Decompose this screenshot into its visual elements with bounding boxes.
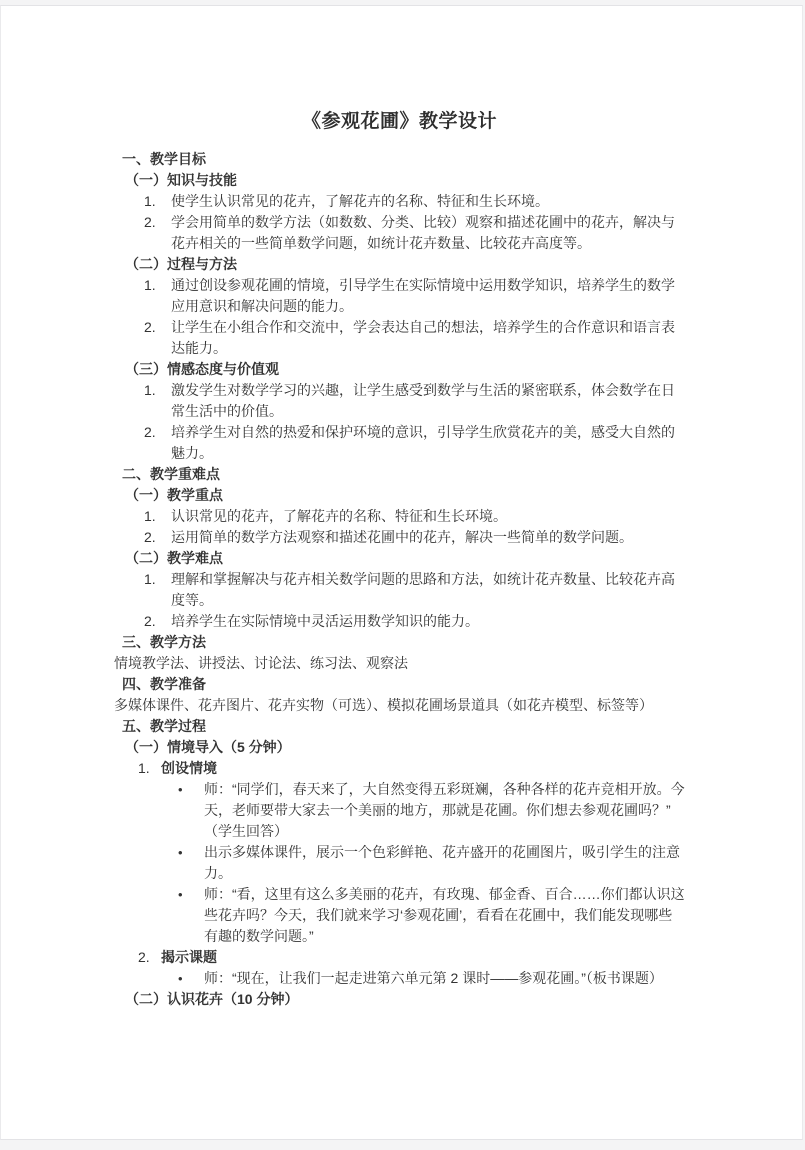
block-text: 师：“同学们，春天来了，大自然变得五彩斑斓，各种各样的花卉竞相开放。今天，老师要带大家去一个美丽的地方，那就是花圃。你们想去参观花圃吗？”（学生回答） [204, 781, 685, 839]
block-text: 理解和掌握解决与花卉相关数学问题的思路和方法，如统计花卉数量、比较花卉高度等。 [171, 571, 675, 608]
bullet-item [114, 842, 685, 884]
block-text: 一、教学目标 [122, 151, 206, 167]
block-text: （二）教学难点 [125, 550, 223, 566]
numbered-item [114, 422, 685, 464]
document-content [114, 108, 685, 1010]
block-text: 出示多媒体课件，展示一个色彩鲜艳、花卉盛开的花圃图片，吸引学生的注意力。 [204, 844, 680, 881]
subsection-heading [114, 359, 685, 380]
block-text: 激发学生对数学学习的兴趣，让学生感受到数学与生活的紧密联系，体会数学在日常生活中的价值。 [171, 382, 675, 419]
paragraph [114, 695, 685, 716]
block-text: （二）过程与方法 [125, 256, 237, 272]
block-text: 四、教学准备 [122, 676, 206, 692]
block-text: 情境教学法、讲授法、讨论法、练习法、观察法 [114, 655, 408, 671]
block-text: 通过创设参观花圃的情境，引导学生在实际情境中运用数学知识，培养学生的数学应用意识和解决问题的能力。 [171, 277, 675, 314]
numbered-item [114, 191, 685, 212]
subsection-heading [114, 485, 685, 506]
block-text: （二）认识花卉（10 分钟） [125, 991, 299, 1007]
block-text: 培养学生对自然的热爱和保护环境的意识，引导学生欣赏花卉的美，感受大自然的魅力。 [171, 424, 675, 461]
list-number: 2. [144, 424, 156, 440]
subsection-heading [114, 737, 685, 758]
numbered-item [114, 569, 685, 611]
section-heading [114, 632, 685, 653]
block-text: 运用简单的数学方法观察和描述花圃中的花卉，解决一些简单的数学问题。 [171, 529, 633, 545]
list-number: 2. [144, 613, 156, 629]
block-text: 认识常见的花卉，了解花卉的名称、特征和生长环境。 [171, 508, 507, 524]
block-text: 五、教学过程 [122, 718, 206, 734]
bullet-icon: • [178, 887, 183, 902]
numbered-item [114, 380, 685, 422]
bullet-item [114, 779, 685, 842]
block-text: （三）情感态度与价值观 [125, 361, 279, 377]
section-heading [114, 716, 685, 737]
block-text: （一）知识与技能 [125, 172, 237, 188]
list-number: 2. [138, 949, 150, 965]
subsection-heading [114, 170, 685, 191]
block-text: 三、教学方法 [122, 634, 206, 650]
doc-title: 《参观花圃》教学设计 [301, 111, 497, 132]
list-number: 1. [144, 508, 156, 524]
numbered-item [114, 212, 685, 254]
block-text: 培养学生在实际情境中灵活运用数学知识的能力。 [171, 613, 479, 629]
block-text: （一）教学重点 [125, 487, 223, 503]
subsection-heading [114, 548, 685, 569]
numbered-item [114, 611, 685, 632]
document-page [0, 5, 803, 1140]
list-number: 1. [144, 571, 156, 587]
list-number: 2. [144, 214, 156, 230]
section-heading [114, 149, 685, 170]
bullet-icon: • [178, 971, 183, 986]
doc-body [114, 149, 685, 1010]
block-text: 揭示课题 [161, 949, 217, 965]
block-text: 让学生在小组合作和交流中，学会表达自己的想法，培养学生的合作意识和语言表达能力。 [171, 319, 675, 356]
block-text: 多媒体课件、花卉图片、花卉实物（可选）、模拟花圃场景道具（如花卉模型、标签等） [114, 697, 653, 713]
numbered-subitem [114, 758, 685, 779]
numbered-item [114, 527, 685, 548]
section-heading [114, 464, 685, 485]
block-text: （一）情境导入（5 分钟） [125, 739, 291, 755]
numbered-item [114, 275, 685, 317]
list-number: 2. [144, 319, 156, 335]
paragraph [114, 653, 685, 674]
bullet-item [114, 884, 685, 947]
section-heading [114, 674, 685, 695]
list-number: 1. [144, 382, 156, 398]
subsection-heading [114, 989, 685, 1010]
bullet-icon: • [178, 782, 183, 797]
block-text: 师：“现在，让我们一起走进第六单元第 2 课时——参观花圃。”（板书课题） [204, 970, 663, 986]
list-number: 1. [138, 760, 150, 776]
block-text: 师：“看，这里有这么多美丽的花卉，有玫瑰、郁金香、百合……你们都认识这些花卉吗？今天，我们就来学习‘参观花圃’，看看在花圃中，我们能发现哪些有趣的数学问题。” [204, 886, 685, 944]
bullet-item [114, 968, 685, 989]
numbered-subitem [114, 947, 685, 968]
bullet-icon: • [178, 845, 183, 860]
subsection-heading [114, 254, 685, 275]
block-text: 创设情境 [161, 760, 217, 776]
block-text: 二、教学重难点 [122, 466, 220, 482]
block-text: 学会用简单的数学方法（如数数、分类、比较）观察和描述花圃中的花卉，解决与花卉相关的一些简单数学问题，如统计花卉数量、比较花卉高度等。 [171, 214, 675, 251]
list-number: 1. [144, 277, 156, 293]
list-number: 1. [144, 193, 156, 209]
block-text: 使学生认识常见的花卉，了解花卉的名称、特征和生长环境。 [171, 193, 549, 209]
numbered-item [114, 317, 685, 359]
list-number: 2. [144, 529, 156, 545]
numbered-item [114, 506, 685, 527]
